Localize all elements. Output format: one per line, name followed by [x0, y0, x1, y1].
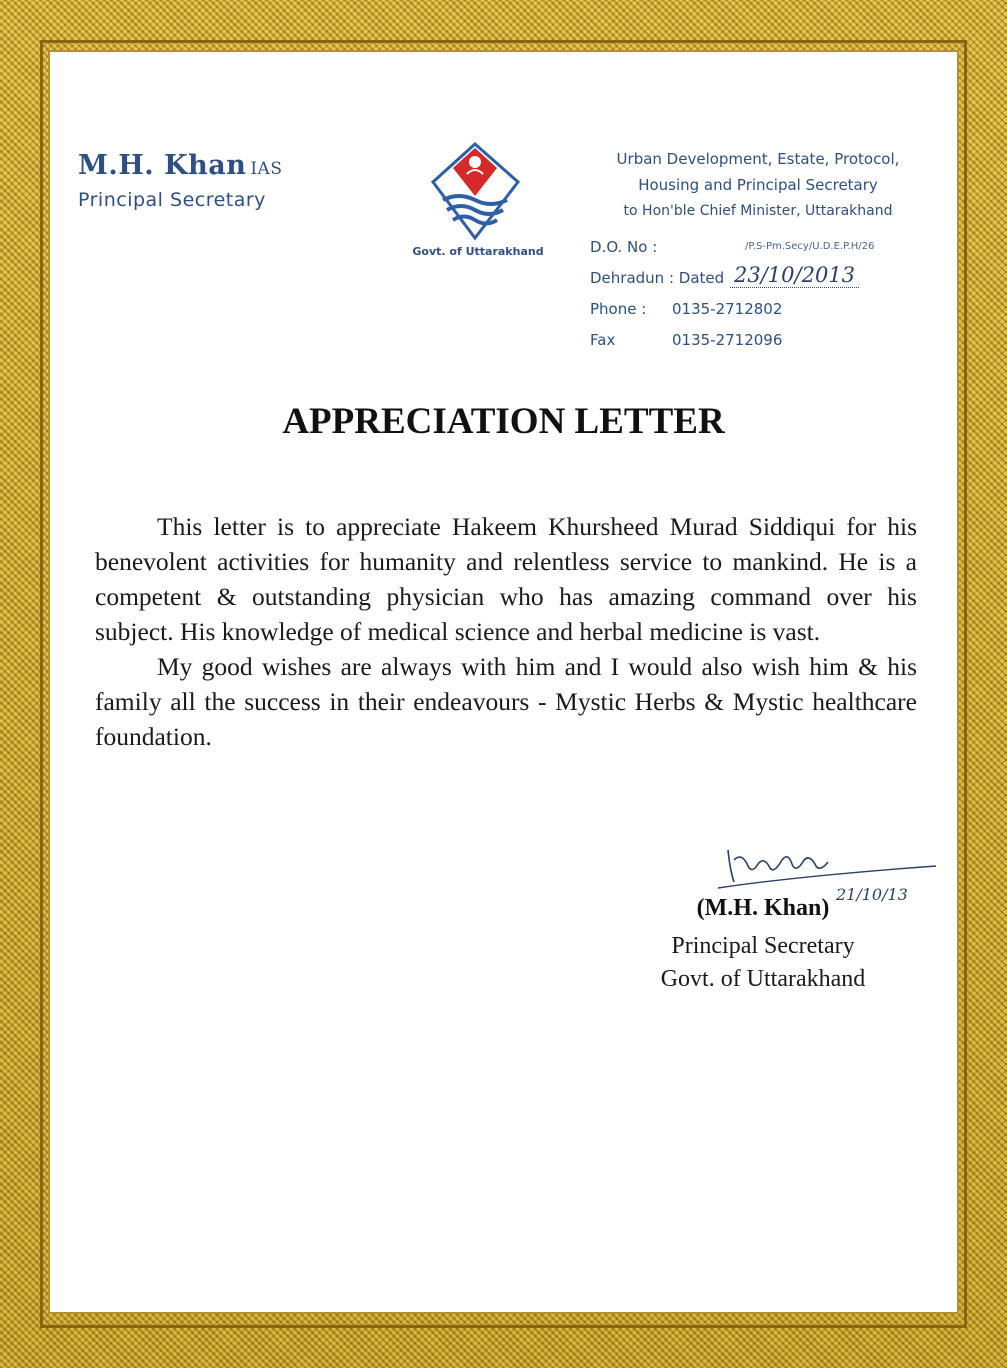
dept-line: Housing and Principal Secretary — [638, 176, 878, 194]
fax-row — [590, 331, 930, 362]
signatory-org: Govt. of Uttarakhand — [660, 966, 866, 992]
signature-date: 21/10/13 — [836, 885, 908, 904]
dated-label: Dehradun : Dated — [590, 269, 725, 287]
department-block — [588, 146, 928, 224]
do-reference: /P.S-Pm.Secy/U.D.E.P.H/26 — [745, 241, 875, 252]
do-label: D.O. No : — [590, 238, 658, 256]
dept-line: Urban Development, Estate, Protocol, — [616, 150, 900, 168]
sender-suffix: IAS — [250, 159, 283, 179]
dept-line: to Hon'ble Chief Minister, Uttarakhand — [623, 203, 893, 219]
letter-body — [95, 509, 917, 754]
body-paragraph: This letter is to appreciate Hakeem Khursheed Murad Siddiqui for his benevolent activities for humanity and relentless service to mankind. He is a competent & outstanding physician who has amazing command over his subject. His knowledge of medical science and herbal medicine is vast. — [95, 512, 917, 646]
sender-name-text: M.H. Khan — [78, 150, 247, 181]
sender-title: Principal Secretary — [78, 189, 266, 211]
dated-value: 23/10/2013 — [730, 263, 859, 288]
emblem-caption: Govt. of Uttarakhand — [412, 245, 544, 258]
sender-name — [78, 150, 282, 181]
letter-title: APPRECIATION LETTER — [282, 401, 725, 442]
phone-value: 0135-2712802 — [672, 300, 783, 318]
signatory-title: Principal Secretary — [671, 933, 855, 959]
letter-meta — [590, 238, 930, 362]
body-paragraph: My good wishes are always with him and I would also wish him & his family all the success in their endeavours - Mystic Herbs & Mystic healthcare foundation. — [95, 652, 917, 751]
uttarakhand-emblem-icon — [423, 138, 528, 248]
letter-paper — [48, 50, 959, 1314]
fax-value: 0135-2712096 — [672, 331, 783, 349]
phone-label: Phone : — [590, 300, 647, 318]
dated-row — [590, 263, 930, 300]
fax-label: Fax — [590, 331, 616, 349]
phone-row — [590, 300, 930, 331]
signatory-details — [608, 930, 918, 996]
signatory-name: (M.H. Khan) — [696, 895, 830, 921]
